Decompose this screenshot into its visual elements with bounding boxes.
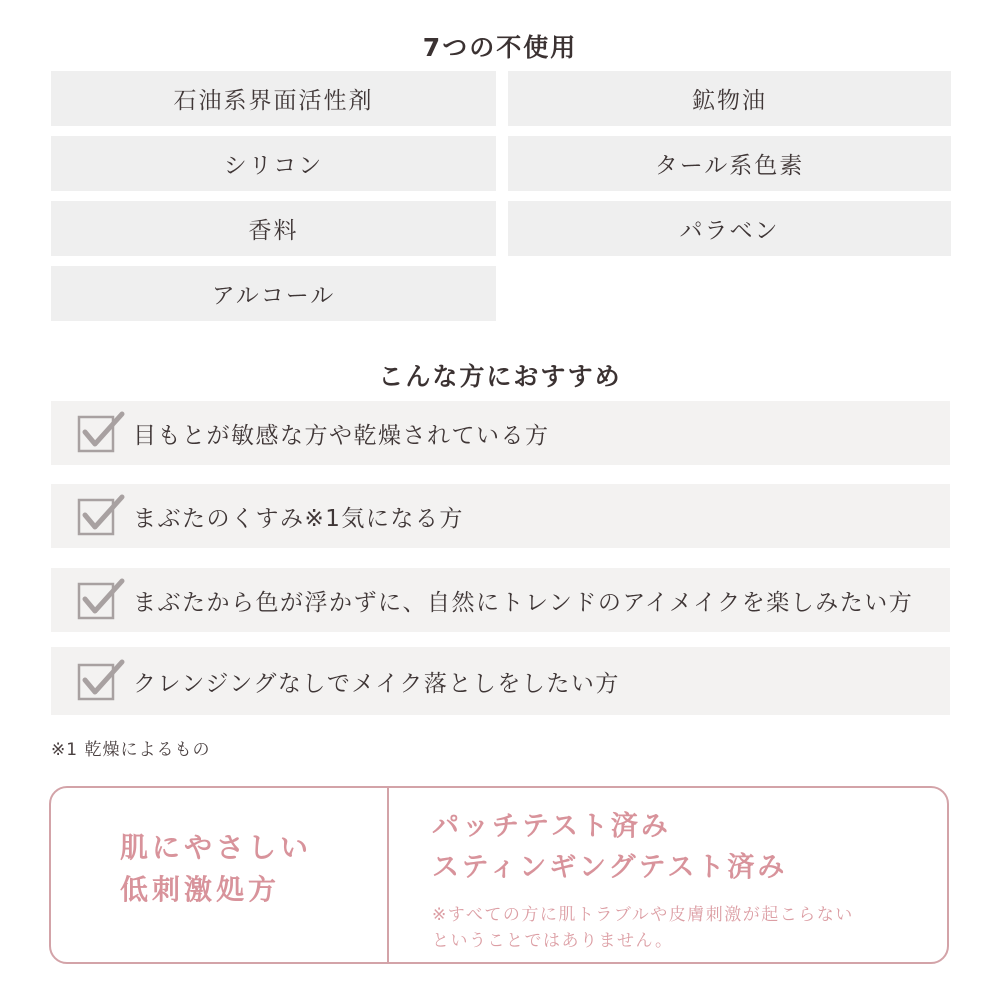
patch-test-label: パッチテスト済み xyxy=(432,811,671,842)
ingredient-cell: 鉱物油 xyxy=(508,71,951,126)
section-title-not-used: 7つの不使用 xyxy=(422,33,578,62)
recommend-item xyxy=(51,568,950,632)
feature-box-divider xyxy=(387,786,389,964)
recommend-item xyxy=(51,647,950,715)
recommend-label: 目もとが敏感な方や乾燥されている方 xyxy=(133,422,550,449)
checkbox-check-icon xyxy=(77,578,125,622)
checkbox-check-icon xyxy=(77,411,125,455)
ingredient-cell: タール系色素 xyxy=(508,136,951,191)
checkbox-check-icon xyxy=(77,659,125,703)
ingredient-cell: アルコール xyxy=(51,266,496,321)
checkbox-check-icon xyxy=(77,494,125,538)
ingredient-cell: 石油系界面活性剤 xyxy=(51,71,496,126)
recommend-item xyxy=(51,484,950,548)
ingredient-cell: パラベン xyxy=(508,201,951,256)
recommend-label: まぶたから色が浮かずに、自然にトレンドのアイメイクを楽しみたい方 xyxy=(133,589,914,616)
recommend-label: まぶたのくすみ※1気になる方 xyxy=(133,505,464,532)
disclaimer-line: ※すべての方に肌トラブルや皮膚刺激が起こらない xyxy=(432,905,854,925)
footnote: ※1 乾燥によるもの xyxy=(51,740,211,760)
stinging-test-label: スティンギングテスト済み xyxy=(432,852,788,883)
ingredient-cell: シリコン xyxy=(51,136,496,191)
disclaimer-line: ということではありません。 xyxy=(432,931,674,951)
ingredient-cell: 香料 xyxy=(51,201,496,256)
recommend-label: クレンジングなしでメイク落としをしたい方 xyxy=(133,670,620,697)
low-irritation-heading: 低刺激処方 xyxy=(120,873,281,906)
gentle-on-skin-heading: 肌にやさしい xyxy=(120,831,313,864)
recommend-item xyxy=(51,401,950,465)
section-title-recommended: こんな方におすすめ xyxy=(378,362,622,391)
